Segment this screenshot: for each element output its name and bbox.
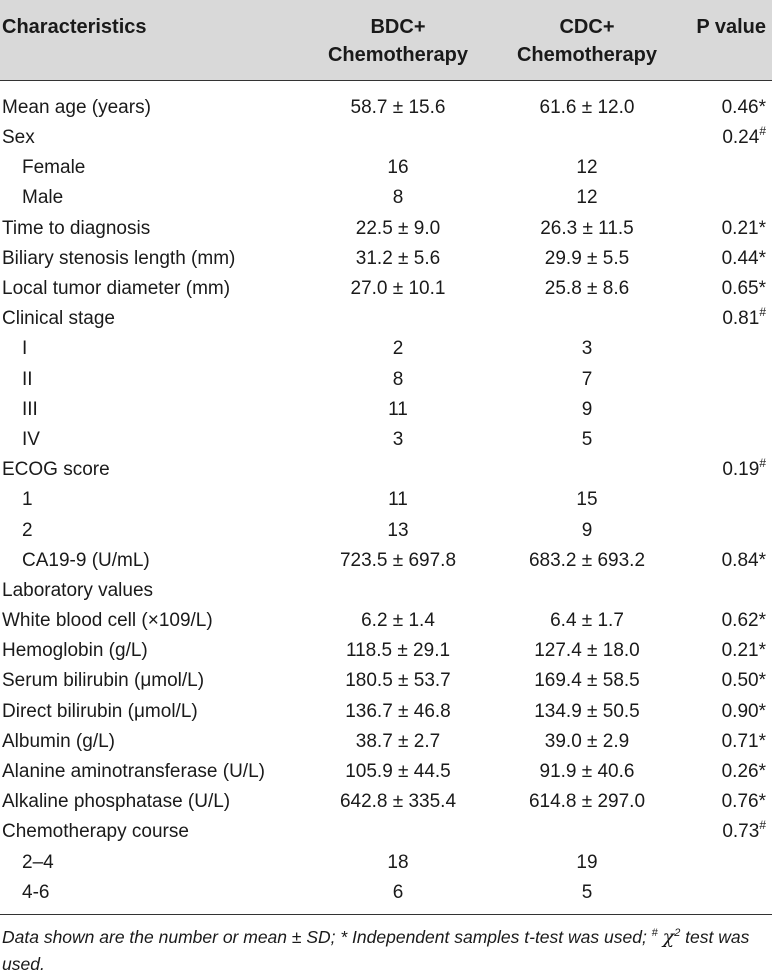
cell-characteristic: 2–4 (22, 851, 54, 873)
cell-characteristic: Hemoglobin (g/L) (2, 640, 148, 662)
p-value-t-test-mark: * (758, 761, 766, 783)
cell-p-value (668, 878, 772, 915)
p-value-t-test-mark: * (758, 278, 766, 300)
cell-characteristic: White blood cell (×109/L) (2, 610, 213, 632)
p-value-number: 0.73 (722, 821, 760, 843)
cell-cdc-value: 5 (581, 881, 593, 903)
table-row (0, 666, 772, 696)
cell-p-value (668, 485, 772, 515)
p-value-number: 0.24 (722, 127, 760, 149)
footnote-text-2: test was used. (2, 927, 750, 974)
cell-p-value (668, 697, 772, 727)
cell-p-value (668, 636, 772, 666)
cell-bdc-value: 27.0 ± 10.1 (350, 278, 446, 300)
cell-cdc-value (506, 576, 668, 606)
cell-p-value (668, 81, 772, 124)
cell-cdc-value: 5 (581, 428, 593, 450)
header-cdc-chemotherapy (506, 0, 668, 81)
table-row (0, 848, 772, 878)
cell-bdc-value (290, 817, 506, 847)
cell-bdc-value: 11 (388, 398, 408, 420)
cell-p-value (668, 455, 772, 485)
cell-bdc-value: 31.2 ± 5.6 (355, 247, 441, 269)
cell-characteristic: Sex (2, 127, 35, 149)
header-cdc-line1: CDC+ (559, 16, 615, 38)
table-footnote (2, 924, 762, 978)
cell-bdc-value: 18 (387, 851, 409, 873)
cell-characteristic: Local tumor diameter (mm) (2, 278, 231, 300)
p-value-chi-square-mark: # (759, 305, 766, 320)
cell-characteristic: Male (22, 187, 64, 209)
header-cdc-line2: Chemotherapy (516, 44, 658, 66)
cell-p-value (668, 848, 772, 878)
p-value-number: 0.90 (721, 700, 759, 722)
cell-p-value (668, 244, 772, 274)
cell-p-value (668, 214, 772, 244)
table-row (0, 636, 772, 666)
cell-cdc-value: 12 (576, 187, 598, 209)
cell-p-value (668, 727, 772, 757)
cell-cdc-value: 9 (581, 519, 593, 541)
table-row (0, 727, 772, 757)
cell-characteristic: Alanine aminotransferase (U/L) (2, 761, 265, 783)
footnote-text-1: Data shown are the number or mean ± SD; * Independent samples t-test was used; (2, 927, 652, 947)
p-value-number: 0.19 (722, 459, 760, 481)
cell-bdc-value: 105.9 ± 44.5 (345, 761, 451, 783)
cell-p-value (668, 666, 772, 696)
cell-characteristic: Time to diagnosis (2, 217, 151, 239)
p-value-number: 0.81 (722, 308, 760, 330)
cell-characteristic: Female (22, 157, 86, 179)
table-row (0, 304, 772, 334)
cell-cdc-value: 91.9 ± 40.6 (539, 761, 635, 783)
cell-p-value (668, 425, 772, 455)
p-value-number: 0.50 (721, 670, 759, 692)
cell-cdc-value: 29.9 ± 5.5 (544, 247, 630, 269)
p-value-chi-square-mark: # (759, 124, 766, 139)
cell-cdc-value: 6.4 ± 1.7 (550, 610, 624, 632)
cell-bdc-value: 22.5 ± 9.0 (355, 217, 441, 239)
cell-p-value (668, 515, 772, 545)
cell-cdc-value: 26.3 ± 11.5 (540, 217, 634, 239)
header-bdc-line1: BDC+ (370, 16, 426, 38)
cell-cdc-value: 127.4 ± 18.0 (534, 640, 640, 662)
cell-bdc-value: 11 (388, 489, 408, 511)
header-characteristics: Characteristics (0, 0, 290, 81)
p-value-number: 0.84 (721, 549, 759, 571)
cell-bdc-value: 180.5 ± 53.7 (345, 670, 451, 692)
table-row (0, 515, 772, 545)
cell-cdc-value: 12 (576, 157, 598, 179)
table-row (0, 546, 772, 576)
p-value-chi-square-mark: # (759, 456, 766, 471)
cell-cdc-value: 15 (576, 489, 598, 511)
cell-bdc-value: 8 (392, 368, 404, 390)
cell-characteristic: Serum bilirubin (μmol/L) (2, 670, 205, 692)
table-row (0, 455, 772, 485)
cell-p-value (668, 365, 772, 395)
cell-cdc-value: 19 (576, 851, 598, 873)
p-value-t-test-mark: * (758, 700, 766, 722)
p-value-number: 0.71 (721, 730, 759, 752)
cell-cdc-value: 3 (581, 338, 593, 360)
cell-cdc-value: 7 (581, 368, 593, 390)
p-value-t-test-mark: * (758, 97, 766, 118)
p-value-t-test-mark: * (758, 549, 766, 571)
cell-cdc-value (506, 455, 668, 485)
cell-bdc-value: 118.5 ± 29.1 (345, 640, 451, 662)
cell-p-value (668, 606, 772, 636)
cell-p-value (668, 123, 772, 153)
table-row (0, 878, 772, 915)
cell-characteristic: Mean age (years) (2, 97, 151, 118)
p-value-number: 0.65 (721, 278, 759, 300)
table-row (0, 576, 772, 606)
cell-characteristic: II (22, 368, 33, 390)
cell-cdc-value: 683.2 ± 693.2 (528, 549, 646, 571)
cell-bdc-value: 136.7 ± 46.8 (345, 700, 451, 722)
cell-bdc-value: 723.5 ± 697.8 (339, 549, 457, 571)
table-row (0, 697, 772, 727)
cell-characteristic: 4-6 (22, 881, 50, 903)
cell-bdc-value: 642.8 ± 335.4 (339, 791, 457, 813)
cell-cdc-value (506, 304, 668, 334)
cell-characteristic: IV (22, 428, 40, 450)
table-row (0, 425, 772, 455)
table-row (0, 395, 772, 425)
cell-p-value (668, 395, 772, 425)
p-value-number: 0.21 (721, 640, 759, 662)
cell-p-value (668, 757, 772, 787)
p-value-t-test-mark: * (758, 670, 766, 692)
cell-cdc-value: 134.9 ± 50.5 (534, 700, 640, 722)
table-row (0, 244, 772, 274)
p-value-t-test-mark: * (758, 217, 766, 239)
p-value-number: 0.21 (721, 217, 759, 239)
cell-characteristic: Alkaline phosphatase (U/L) (2, 791, 231, 813)
cell-characteristic: ECOG score (2, 459, 110, 481)
cell-characteristic: Clinical stage (2, 308, 115, 330)
p-value-number: 0.26 (721, 761, 759, 783)
cell-p-value (668, 576, 772, 606)
cell-p-value (668, 334, 772, 364)
cell-cdc-value: 9 (581, 398, 593, 420)
cell-bdc-value: 6 (392, 881, 404, 903)
table-row (0, 757, 772, 787)
p-value-t-test-mark: * (758, 730, 766, 752)
cell-cdc-value: 39.0 ± 2.9 (544, 730, 630, 752)
cell-bdc-value: 16 (387, 157, 409, 179)
cell-characteristic: Laboratory values (2, 579, 154, 601)
cell-cdc-value: 25.8 ± 8.6 (544, 278, 630, 300)
cell-cdc-value (506, 817, 668, 847)
table-row (0, 183, 772, 213)
header-bdc-chemotherapy (290, 0, 506, 81)
table-row (0, 365, 772, 395)
table-row (0, 334, 772, 364)
cell-bdc-value: 38.7 ± 2.7 (355, 730, 441, 752)
cell-p-value (668, 787, 772, 817)
p-value-number: 0.44 (721, 247, 759, 269)
table-row (0, 81, 772, 124)
cell-p-value (668, 153, 772, 183)
cell-characteristic: III (22, 398, 38, 420)
cell-bdc-value (290, 304, 506, 334)
table-body (0, 81, 772, 915)
cell-bdc-value (290, 455, 506, 485)
table-row (0, 787, 772, 817)
table-row (0, 214, 772, 244)
cell-characteristic: CA19-9 (U/mL) (22, 549, 150, 571)
cell-cdc-value: 614.8 ± 297.0 (528, 791, 646, 813)
cell-bdc-value: 58.7 ± 15.6 (350, 97, 446, 118)
cell-cdc-value (506, 123, 668, 153)
cell-bdc-value: 3 (392, 428, 404, 450)
header-p-value: P value (668, 0, 772, 81)
p-value-t-test-mark: * (758, 640, 766, 662)
footnote-chi-symbol: χ (662, 926, 675, 948)
table-row (0, 153, 772, 183)
table-row (0, 817, 772, 847)
cell-p-value (668, 304, 772, 334)
cell-characteristic: 1 (22, 489, 33, 511)
table-row (0, 123, 772, 153)
cell-cdc-value: 169.4 ± 58.5 (534, 670, 640, 692)
cell-characteristic: Direct bilirubin (μmol/L) (2, 700, 198, 722)
cell-p-value (668, 817, 772, 847)
cell-p-value (668, 274, 772, 304)
p-value-t-test-mark: * (758, 791, 766, 813)
cell-characteristic: Biliary stenosis length (mm) (2, 247, 236, 269)
cell-characteristic: Albumin (g/L) (2, 730, 115, 752)
p-value-number: 0.62 (721, 610, 759, 632)
cell-bdc-value (290, 123, 506, 153)
header-row (0, 0, 772, 81)
p-value-chi-square-mark: # (759, 818, 766, 833)
p-value-t-test-mark: * (758, 247, 766, 269)
table-row (0, 274, 772, 304)
cell-cdc-value: 61.6 ± 12.0 (539, 97, 635, 118)
table-row (0, 606, 772, 636)
cell-characteristic: Chemotherapy course (2, 821, 189, 843)
header-bdc-line2: Chemotherapy (327, 44, 469, 66)
p-value-number: 0.76 (721, 791, 759, 813)
p-value-number: 0.46 (721, 97, 759, 118)
footnote-hash-mark: # (651, 927, 658, 939)
cell-bdc-value: 2 (392, 338, 404, 360)
cell-p-value (668, 183, 772, 213)
cell-bdc-value (290, 576, 506, 606)
p-value-t-test-mark: * (758, 610, 766, 632)
cell-characteristic: I (22, 338, 28, 360)
footnote-chi-exponent: 2 (674, 927, 681, 939)
cell-bdc-value: 13 (387, 519, 409, 541)
cell-bdc-value: 6.2 ± 1.4 (361, 610, 435, 632)
cell-bdc-value: 8 (392, 187, 404, 209)
cell-characteristic: 2 (22, 519, 33, 541)
table-row (0, 485, 772, 515)
table-header (0, 0, 772, 81)
cell-p-value (668, 546, 772, 576)
